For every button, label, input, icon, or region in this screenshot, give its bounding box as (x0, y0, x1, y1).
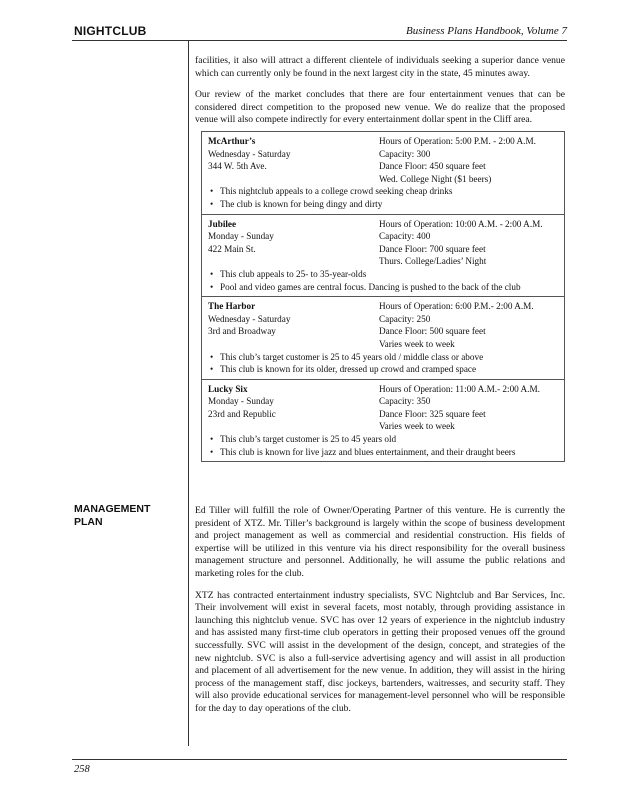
column-divider (188, 40, 189, 746)
venue-name: Lucky Six (208, 383, 248, 394)
venue-hours: Hours of Operation: 6:00 P.M.- 2:00 A.M. (379, 301, 534, 312)
intro-text (195, 55, 565, 136)
running-head-book-title: Business Plans Handbook, Volume 7 (405, 25, 567, 37)
intro-paragraph-2: Our review of the market concludes that there are four entertainment venues that can be considered direct competition to the proposed new venue. We do realize that the proposed venue will also compete indirectly for every entertainment dollar spent in the Cliff area. (195, 89, 565, 126)
venue-entry-jubilee (202, 215, 564, 298)
section-heading-line: MANAGEMENT (74, 503, 151, 515)
venue-address: 422 Main St. (208, 243, 256, 254)
venue-note: • This club appeals to 25- to 35-year-olds (208, 268, 558, 281)
venue-name: Jubilee (208, 218, 237, 229)
venue-special: Wed. College Night ($1 beers) (379, 173, 492, 184)
venue-days: Monday - Sunday (208, 396, 274, 407)
venue-days: Monday - Sunday (208, 231, 274, 242)
intro-paragraph-1: facilities, it also will attract a different clientele of individuals seeking a superior dance venue which can currently only be found in the next largest city in the state, 45 minutes away. (195, 55, 565, 79)
venue-days: Wednesday - Saturday (208, 313, 291, 324)
venue-notes (208, 433, 558, 458)
venue-dance-floor: Dance Floor: 700 square feet (379, 243, 486, 254)
venue-dance-floor: Dance Floor: 325 square feet (379, 408, 486, 419)
venue-dance-floor: Dance Floor: 450 square feet (379, 161, 486, 172)
page-number: 258 (74, 764, 90, 775)
venue-entry-the-harbor (202, 297, 564, 380)
venue-hours: Hours of Operation: 11:00 A.M.- 2:00 A.M. (379, 383, 540, 394)
venue-address: 3rd and Broadway (208, 326, 276, 337)
footer-rule (72, 759, 567, 760)
venue-note: • This club is known for live jazz and blues entertainment, and their draught beers (208, 446, 558, 459)
venue-name: The Harbor (208, 301, 256, 312)
venue-note: • The club is known for being dingy and dirty (208, 198, 558, 211)
venue-capacity: Capacity: 250 (379, 313, 431, 324)
venue-capacity: Capacity: 300 (379, 148, 431, 159)
venue-notes (208, 268, 558, 293)
venue-special: Thurs. College/Ladies’ Night (379, 256, 487, 267)
competitor-table (201, 131, 565, 462)
venue-name: McArthur’s (208, 136, 256, 146)
management-paragraph-2: XTZ has contracted entertainment industry specialists, SVC Nightclub and Bar Services, Inc. Their involvement will exist in several facets, most notably, through providing assistance in launching this nightclub venue. SVC has over 12 years of experience in the nightclub industry and has assisted many first-time club operators in getting their proposed venues off the ground successfully. SVC will assist in the development of the design, concept, and strategies of the new nightclub. SVC is also a full-service advertising agency and will assist in all production and placement of all advertisement for the new venue. In addition, they will assist in the hiring process of the management staff, disc jockeys, bartenders, waitresses, and security staff. They will also provide educational services for management-level personnel who will be responsible for the day to day operations of the club. (195, 589, 565, 714)
venue-note: • This club is known for its older, dressed up crowd and cramped space (208, 363, 558, 376)
management-paragraph-1: Ed Tiller will fulfill the role of Owner/Operating Partner of this venture. He is currently the president of XTZ. Mr. Tiller’s background is largely within the scope of business development and project management as well as commercial and residential construction. His fields of expertise will be utilized in this venture via his direct responsibility for the overall business management structure and personnel. Additionally, he will assume the public relations and marketing roles for the club. (195, 505, 565, 579)
venue-entry-mcarthurs (202, 132, 564, 215)
venue-capacity: Capacity: 350 (379, 396, 431, 407)
venue-notes (208, 185, 558, 210)
venue-note: • This club’s target customer is 25 to 45 years old / middle class or above (208, 351, 558, 364)
venue-note: • This nightclub appeals to a college crowd seeking cheap drinks (208, 185, 558, 198)
venue-address: 344 W. 5th Ave. (208, 161, 267, 172)
venue-dance-floor: Dance Floor: 500 square feet (379, 326, 486, 337)
venue-note: • This club’s target customer is 25 to 45 years old (208, 433, 558, 446)
venue-note: • Pool and video games are central focus. Dancing is pushed to the back of the club (208, 281, 558, 294)
venue-entry-lucky-six (202, 380, 564, 463)
venue-address: 23rd and Republic (208, 408, 276, 419)
venue-special: Varies week to week (379, 421, 455, 432)
venue-notes (208, 351, 558, 376)
running-head-section: NIGHTCLUB (74, 24, 147, 38)
section-heading-line: PLAN (74, 516, 103, 528)
venue-hours: Hours of Operation: 5:00 P.M. - 2:00 A.M. (379, 136, 536, 146)
header-rule (72, 40, 567, 41)
management-text (195, 505, 565, 725)
venue-days: Wednesday - Saturday (208, 148, 291, 159)
section-heading-management-plan (74, 503, 150, 529)
venue-hours: Hours of Operation: 10:00 A.M. - 2:00 A.M. (379, 218, 543, 229)
venue-special: Varies week to week (379, 338, 455, 349)
venue-capacity: Capacity: 400 (379, 231, 431, 242)
